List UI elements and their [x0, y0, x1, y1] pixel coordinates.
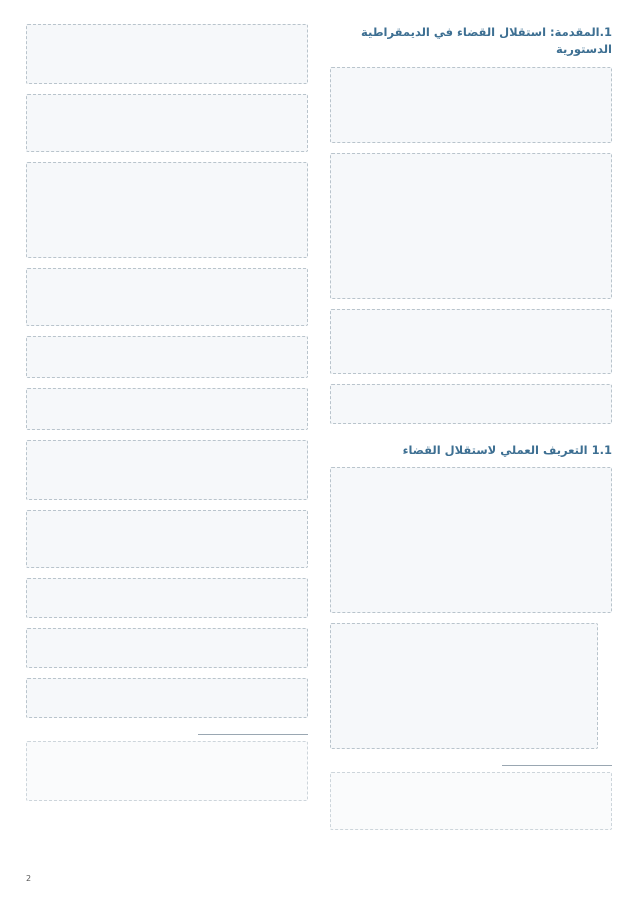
section-heading: 1.المقدمة: استقلال القضاء في الديمقراطية الدستورية	[361, 25, 612, 57]
page-number: 2	[26, 874, 32, 883]
paragraph-placeholder	[26, 336, 308, 378]
paragraph-placeholder	[330, 67, 612, 144]
paragraph-placeholder	[26, 388, 308, 430]
paragraph-placeholder	[330, 153, 612, 299]
subsection-heading: 1.1 التعريف العملي لاستقلال القضاء	[402, 443, 612, 458]
paragraph-placeholder	[26, 24, 308, 84]
paragraph-placeholder	[330, 309, 612, 374]
list-placeholder	[330, 623, 598, 749]
left-column	[26, 24, 308, 834]
paragraph-placeholder	[26, 578, 308, 618]
paragraph-placeholder	[26, 510, 308, 568]
paragraph-placeholder	[26, 162, 308, 258]
paragraph-placeholder	[330, 467, 612, 613]
footnotes-placeholder	[330, 772, 612, 830]
footnote-rule	[198, 734, 308, 735]
footnotes-placeholder	[26, 741, 308, 801]
paragraph-placeholder	[26, 440, 308, 500]
paragraph-placeholder	[26, 94, 308, 152]
paragraph-placeholder	[330, 384, 612, 424]
two-column-layout	[26, 24, 612, 834]
paragraph-placeholder	[26, 628, 308, 668]
right-column	[330, 24, 612, 834]
paragraph-placeholder	[26, 268, 308, 326]
footnote-rule	[502, 765, 612, 766]
paragraph-placeholder	[26, 678, 308, 718]
